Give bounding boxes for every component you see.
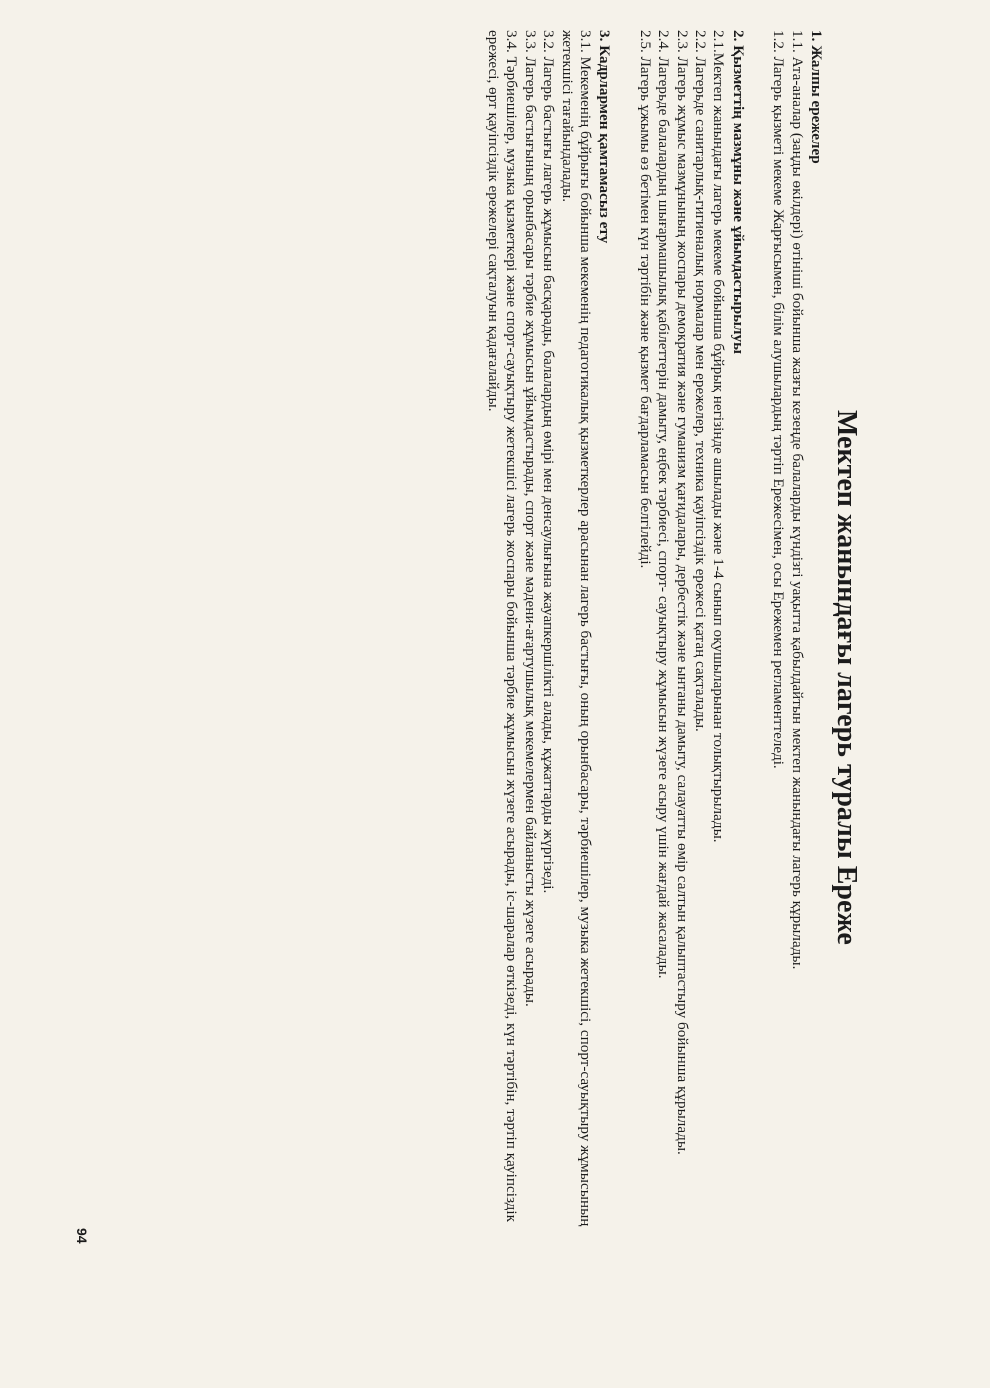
paragraph: 2.2. Лагерьде санитарлық-гигиеналық нормалар мен ережелер, техника қауіпсіздік ережесі қатаң сақталады.: [691, 30, 709, 732]
document-title: Мектеп жанындағы лагерь туралы Ереже: [831, 410, 862, 945]
paragraph: 3.3. Лагерь бастығының орынбасары тәрбие жұмысын ұйымдастырады, спорт және мәдени-ағартушылық мекемелермен байланысты жүзеге асырады.: [521, 30, 539, 1007]
paragraph: 2.5. Лагерь ұжымы өз бетімен күн тәртібін және қызмет бағдарламасын белгілейді.: [636, 30, 654, 569]
section-general-provisions: [769, 30, 825, 1275]
paragraph: 2.1.Мектеп жанындағы лагерь мекеме бойынша бұйрық негізінде ашылады және 1-4 сынып оқушыларынан толықтырылады.: [710, 30, 728, 843]
paragraph: 2.3. Лагерь жұмыс мазмұнының жоспары демократия және гуманизм қағидалары, дербестік және ынтаны дамыту, салауатты өмір салтын қалыптастыру бойынша құрылады.: [673, 30, 691, 1155]
paragraph: 1.2. Лагерь қызметі мекеме Жарғысымен, білім алушылардың тәртіп Ережесімен, осы Ережемен регламенттеледі.: [770, 30, 788, 769]
page-number: 94: [74, 1228, 90, 1244]
paragraph: 3.1. Мекеменің бұйрығы бойынша мекеменің педагогикалық қызметкерлер арасынан лагерь бастығы, оның орынбасары, тәрбиешілер, музыка жетекшісі, спорт-сауықтыру жұмысының жетекшісі тағайындалады.: [558, 30, 594, 1227]
paragraph: 2.4. Лагерьде балалардың шығармашылық қабілеттерін дамыту, еңбек тәрбиесі, спорт- сауықтыру жұмысын жүзеге асыру үшін жағдай жасалады.: [655, 30, 673, 979]
paragraph: 3.4. Тәрбиешілер, музыка қызметкері және спорт-сауықтыру жетекшісі лагерь жоспары бойынша тәрбие жұмысын жүзеге асырады, іс-шаралар өткізеді, күн тәртібін, тәртіп қауіпсіздік ережесі, өрт қауіпсіздік ережелері сақталуын қадағалайды.: [484, 30, 521, 1222]
section-content-organization: [635, 30, 746, 1275]
paragraph: 3.2. Лагерь бастығы лагерь жұмысын басқарады, балалардың өмірі мен денсаулығына жауапкершілікті алады, құжаттарды жүргізеді.: [540, 30, 558, 894]
section-staffing: [484, 30, 614, 1275]
section-heading: 2. Қызметтің мазмұны және ұйымдастырылуы: [729, 30, 747, 354]
document-body: [462, 30, 826, 1275]
paragraph: 1.1. Ата-аналар (заңды өкілдері) өтініші бойынша жазғы кезеңде балаларды күндізгі уақытта қабылдайтын мектеп жанындағы лагерь құрылады.: [788, 30, 806, 970]
section-heading: 1. Жалпы ережелер: [808, 30, 825, 164]
section-heading: 3. Кадрлармен қамтамасыз ету: [596, 30, 614, 244]
